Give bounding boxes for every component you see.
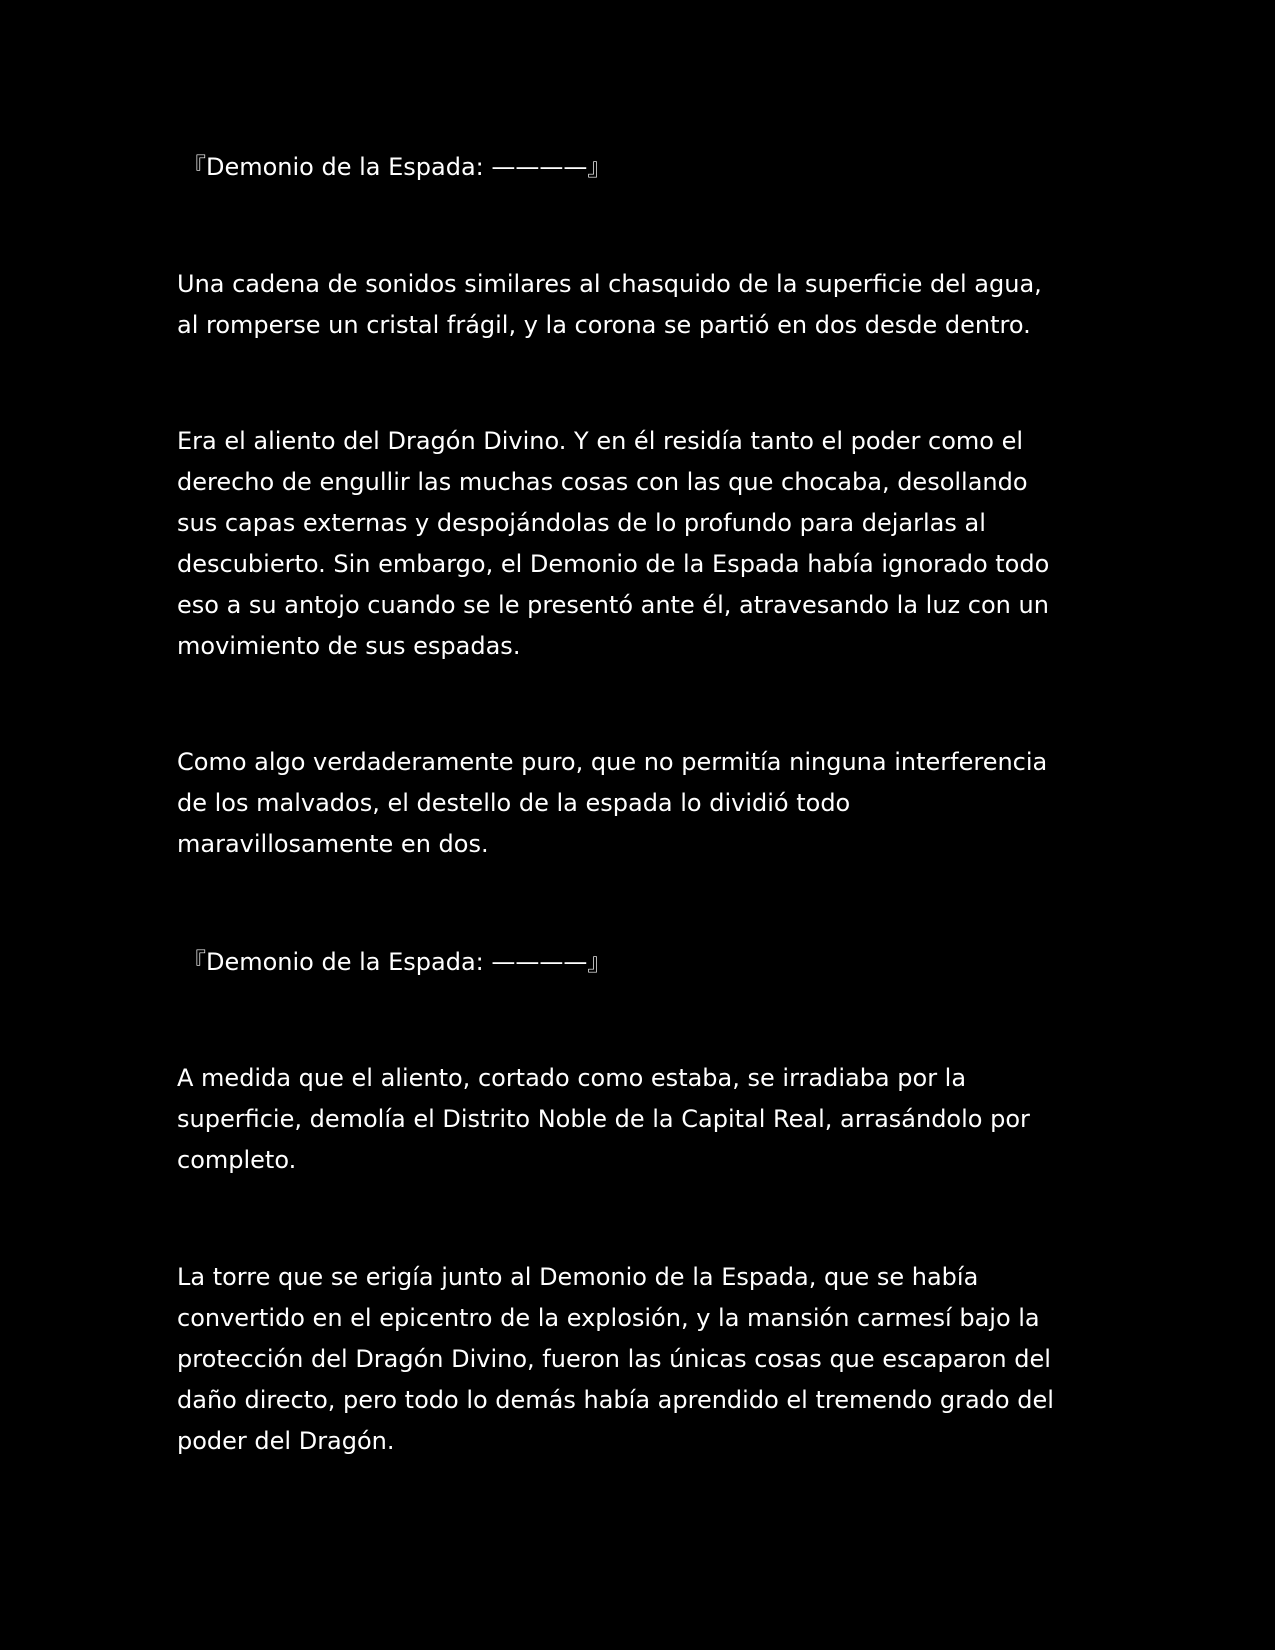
paragraph-line: Como algo verdaderamente puro, que no permitía ninguna interferencia: [177, 748, 1048, 776]
paragraph: [177, 1058, 1102, 1181]
paragraph-line: al romperse un cristal frágil, y la corona se partió en dos desde dentro.: [177, 311, 1031, 339]
paragraph-line: completo.: [177, 1146, 297, 1174]
dialogue-line: 『Demonio de la Espada: ————』: [182, 948, 612, 976]
paragraph: [177, 742, 1102, 865]
paragraph-line: poder del Dragón.: [177, 1427, 395, 1455]
paragraph-line: convertido en el epicentro de la explosión, y la mansión carmesí bajo la: [177, 1304, 1040, 1332]
paragraph-line: daño directo, pero todo lo demás había aprendido el tremendo grado del: [177, 1386, 1054, 1414]
paragraph: [177, 421, 1102, 667]
paragraph-line: maravillosamente en dos.: [177, 830, 489, 858]
paragraph-line: sus capas externas y despojándolas de lo profundo para dejarlas al: [177, 509, 986, 537]
paragraph-line: superficie, demolía el Distrito Noble de la Capital Real, arrasándolo por: [177, 1105, 1030, 1133]
paragraph-line: movimiento de sus espadas.: [177, 632, 521, 660]
paragraph-line: protección del Dragón Divino, fueron las únicas cosas que escaparon del: [177, 1345, 1051, 1373]
paragraph-line: Era el aliento del Dragón Divino. Y en él residía tanto el poder como el: [177, 427, 1024, 455]
paragraph-line: A medida que el aliento, cortado como estaba, se irradiaba por la: [177, 1064, 967, 1092]
paragraph: [177, 264, 1102, 346]
paragraph-line: Una cadena de sonidos similares al chasquido de la superficie del agua,: [177, 270, 1042, 298]
dialogue-line: 『Demonio de la Espada: ————』: [182, 153, 612, 181]
paragraph-line: descubierto. Sin embargo, el Demonio de la Espada había ignorado todo: [177, 550, 1050, 578]
paragraph: [177, 1257, 1102, 1462]
paragraph-line: de los malvados, el destello de la espada lo dividió todo: [177, 789, 851, 817]
paragraph-line: derecho de engullir las muchas cosas con las que chocaba, desollando: [177, 468, 1028, 496]
paragraph-line: eso a su antojo cuando se le presentó ante él, atravesando la luz con un: [177, 591, 1049, 619]
paragraph-line: La torre que se erigía junto al Demonio de la Espada, que se había: [177, 1263, 979, 1291]
